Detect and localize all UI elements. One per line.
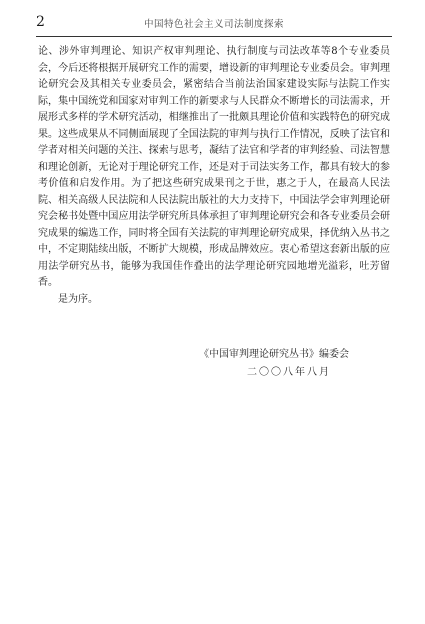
page-header [36, 12, 392, 37]
signature-organization-block [38, 345, 390, 360]
signature-date-block [38, 363, 390, 378]
paragraph-continuation: 论、涉外审判理论、知识产权审判理论、执行制度与司法改革等8个专业委员会，今后还将根据开展研究工作的需要，增设新的审判理论专业委员会。审判理论研究会及其相关专业委员会，紧密结合当前法治国家建设实际与法院工作实际，集中国统党和国家对审判工作的新要求与人民群众不断增长的司法需求，开展形式多样的学术研究活动，相继推出了一批颇具理论价值和实践特色的研究成果。这些成果从不同侧面展现了全国法院的审判与执行工作情况，反映了法官和学者对相关问题的关注、探索与思考，凝结了法官和学者的审判经验、司法智慧和理论创新，无论对于理论研究工作，还是对于司法实务工作，都具有较大的参考价值和启发作用。为了把这些研究成果刊之于世，惠之于人，在最高人民法院、相关高级人民法院和人民法院出版社的大力支持下，中国法学会审判理论研究会秘书处暨中国应用法学研究所具体承担了审判理论研究会和各专业委员会研究成果的编选工作，同时将全国有关法院的审判理论研究成果，择优纳入丛书之中，不定期陆续出版，不断扩大规模，形成品牌效应。衷心希望这套新出版的应用法学研究丛书，能够为我国佳作叠出的法学理论研究园地增光溢彩，吐芳留香。 [38, 46, 390, 288]
body-text [38, 44, 390, 308]
running-title: 中国特色社会主义司法制度探索 [143, 19, 284, 30]
closing-paragraph: 是为序。 [58, 293, 98, 305]
page-number: 2 [36, 14, 45, 30]
signature-organization: 《中国审判理论研究丛书》编委会 [199, 349, 349, 360]
signature-date: 二〇〇八年八月 [247, 367, 331, 378]
